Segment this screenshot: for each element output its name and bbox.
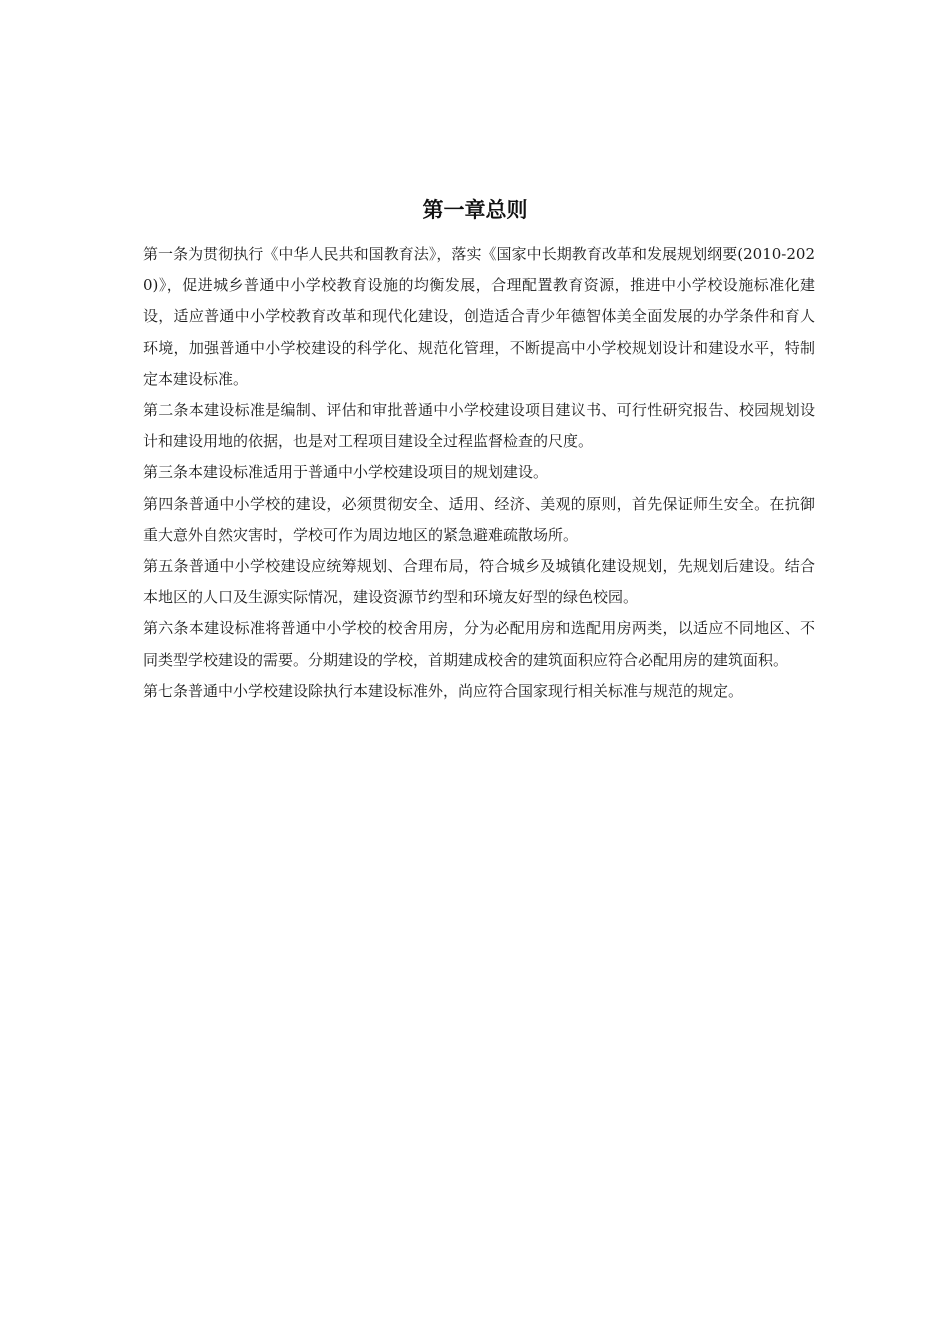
chapter-title: 第一章总则 (422, 198, 528, 222)
article-6: 第六条本建设标准将普通中小学校的校舍用房，分为必配用房和选配用房两类，以适应不同地区、不同类型学校建设的需要。分期建设的学校，首期建成校舍的建筑面积应符合必配用房的建筑面积。 (143, 619, 815, 669)
article-7: 第七条普通中小学校建设除执行本建设标准外，尚应符合国家现行相关标准与规范的规定。 (143, 681, 744, 700)
article-2: 第二条本建设标准是编制、评估和审批普通中小学校建设项目建议书、可行性研究报告、校园规划设计和建设用地的依据，也是对工程项目建设全过程监督检查的尺度。 (143, 401, 815, 451)
article-3: 第三条本建设标准适用于普通中小学校建设项目的规划建设。 (143, 463, 549, 482)
article-5: 第五条普通中小学校建设应统筹规划、合理布局，符合城乡及城镇化建设规划，先规划后建设。结合本地区的人口及生源实际情况，建设资源节约型和环境友好型的绿色校园。 (143, 557, 815, 607)
article-list (143, 239, 815, 707)
article-4: 第四条普通中小学校的建设，必须贯彻安全、适用、经济、美观的原则，首先保证师生安全。在抗御重大意外自然灾害时，学校可作为周边地区的紧急避难疏散场所。 (143, 494, 815, 544)
article-1: 第一条为贯彻执行《中华人民共和国教育法》，落实《国家中长期教育改革和发展规划纲要(2010-2020)》，促进城乡普通中小学校教育设施的均衡发展，合理配置教育资源，推进中小学校设施标准化建设，适应普通中小学校教育改革和现代化建设，创造适合青少年德智体美全面发展的办学条件和育人环境，加强普通中小学校建设的科学化、规范化管理，不断提高中小学校规划设计和建设水平，特制定本建设标准。 (143, 245, 815, 388)
